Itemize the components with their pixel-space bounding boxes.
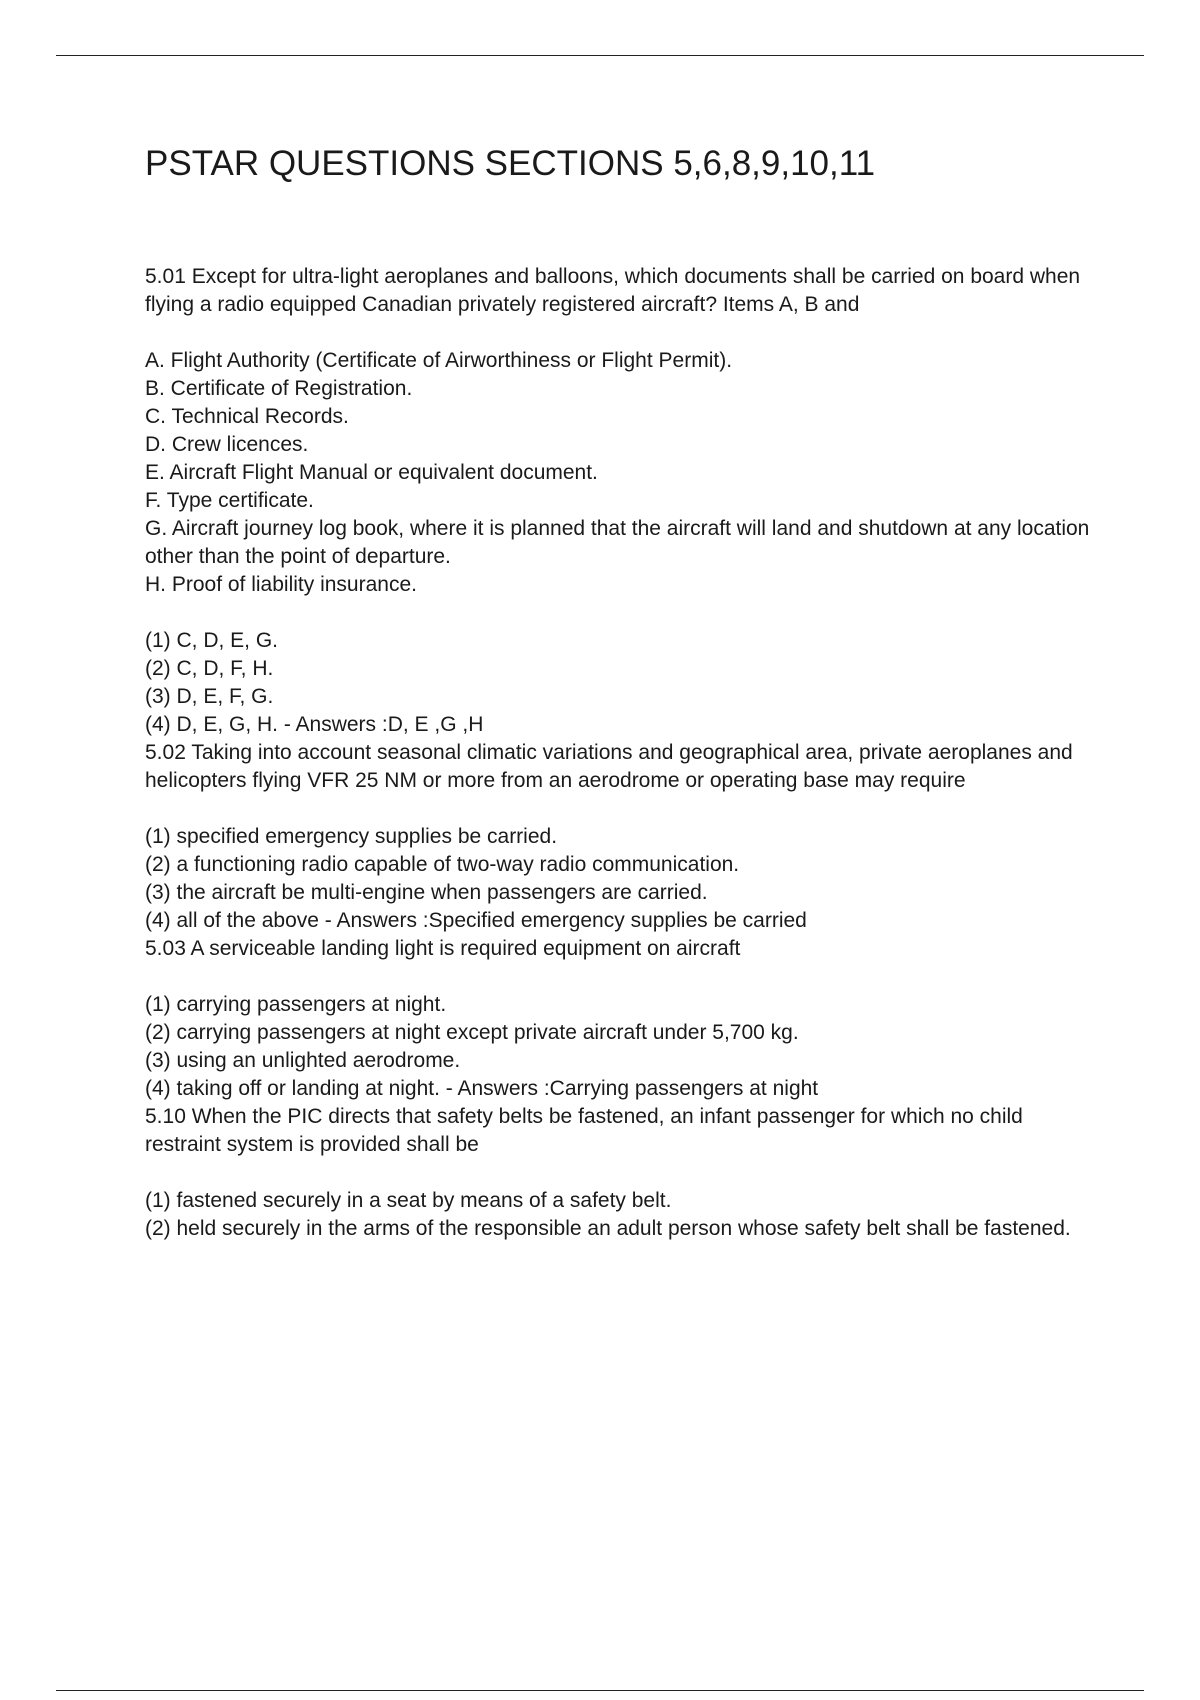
question-stem: 5.03 A serviceable landing light is required equipment on aircraft [145, 937, 741, 960]
answer-option: (3) D, E, F, G. [145, 685, 274, 708]
answer-options [145, 627, 1090, 739]
top-rule [56, 55, 1144, 56]
answer-option: (4) taking off or landing at night. - Answers :Carrying passengers at night [145, 1077, 819, 1100]
answer-option: (3) using an unlighted aerodrome. [145, 1049, 461, 1072]
list-item: H. Proof of liability insurance. [145, 573, 417, 596]
answer-option: (1) C, D, E, G. [145, 629, 279, 652]
list-item: A. Flight Authority (Certificate of Airworthiness or Flight Permit). [145, 349, 733, 372]
answer-option: (4) D, E, G, H. - Answers :D, E ,G ,H [145, 713, 484, 736]
answer-option: (2) C, D, F, H. [145, 657, 274, 680]
page-title: PSTAR QUESTIONS SECTIONS 5,6,8,9,10,11 [145, 144, 876, 183]
question-5-02 [145, 739, 1090, 935]
answer-option: (2) carrying passengers at night except private aircraft under 5,700 kg. [145, 1021, 799, 1044]
question-stem: 5.02 Taking into account seasonal climatic variations and geographical area, private aeroplanes and helicopters flying VFR 25 NM or more from an aerodrome or operating base may require [145, 741, 1073, 792]
list-item: C. Technical Records. [145, 405, 349, 428]
bottom-rule [56, 1690, 1144, 1691]
answer-option: (1) fastened securely in a seat by means of a safety belt. [145, 1189, 672, 1212]
answer-option: (1) specified emergency supplies be carried. [145, 825, 558, 848]
list-item: E. Aircraft Flight Manual or equivalent document. [145, 461, 598, 484]
list-item: B. Certificate of Registration. [145, 377, 413, 400]
document-items-list [145, 347, 1090, 599]
answer-option: (3) the aircraft be multi-engine when passengers are carried. [145, 881, 708, 904]
question-content [145, 263, 1090, 1243]
question-stem: 5.01 Except for ultra-light aeroplanes and balloons, which documents shall be carried on board when flying a radio equipped Canadian privately registered aircraft? Items A, B and [145, 265, 1081, 316]
list-item: G. Aircraft journey log book, where it is planned that the aircraft will land and shutdown at any location other than the point of departure. [145, 517, 1090, 568]
question-stem: 5.10 When the PIC directs that safety belts be fastened, an infant passenger for which no child restraint system is provided shall be [145, 1105, 1023, 1156]
answer-options [145, 1187, 1090, 1243]
list-item: F. Type certificate. [145, 489, 314, 512]
question-5-01 [145, 263, 1090, 739]
answer-options [145, 823, 1090, 935]
question-5-03 [145, 935, 1090, 1103]
answer-option: (4) all of the above - Answers :Specified emergency supplies be carried [145, 909, 807, 932]
answer-options [145, 991, 1090, 1103]
list-item: D. Crew licences. [145, 433, 309, 456]
answer-option: (1) carrying passengers at night. [145, 993, 447, 1016]
question-5-10 [145, 1103, 1090, 1243]
answer-option: (2) held securely in the arms of the responsible an adult person whose safety belt shall be fastened. [145, 1217, 1071, 1240]
answer-option: (2) a functioning radio capable of two-way radio communication. [145, 853, 740, 876]
